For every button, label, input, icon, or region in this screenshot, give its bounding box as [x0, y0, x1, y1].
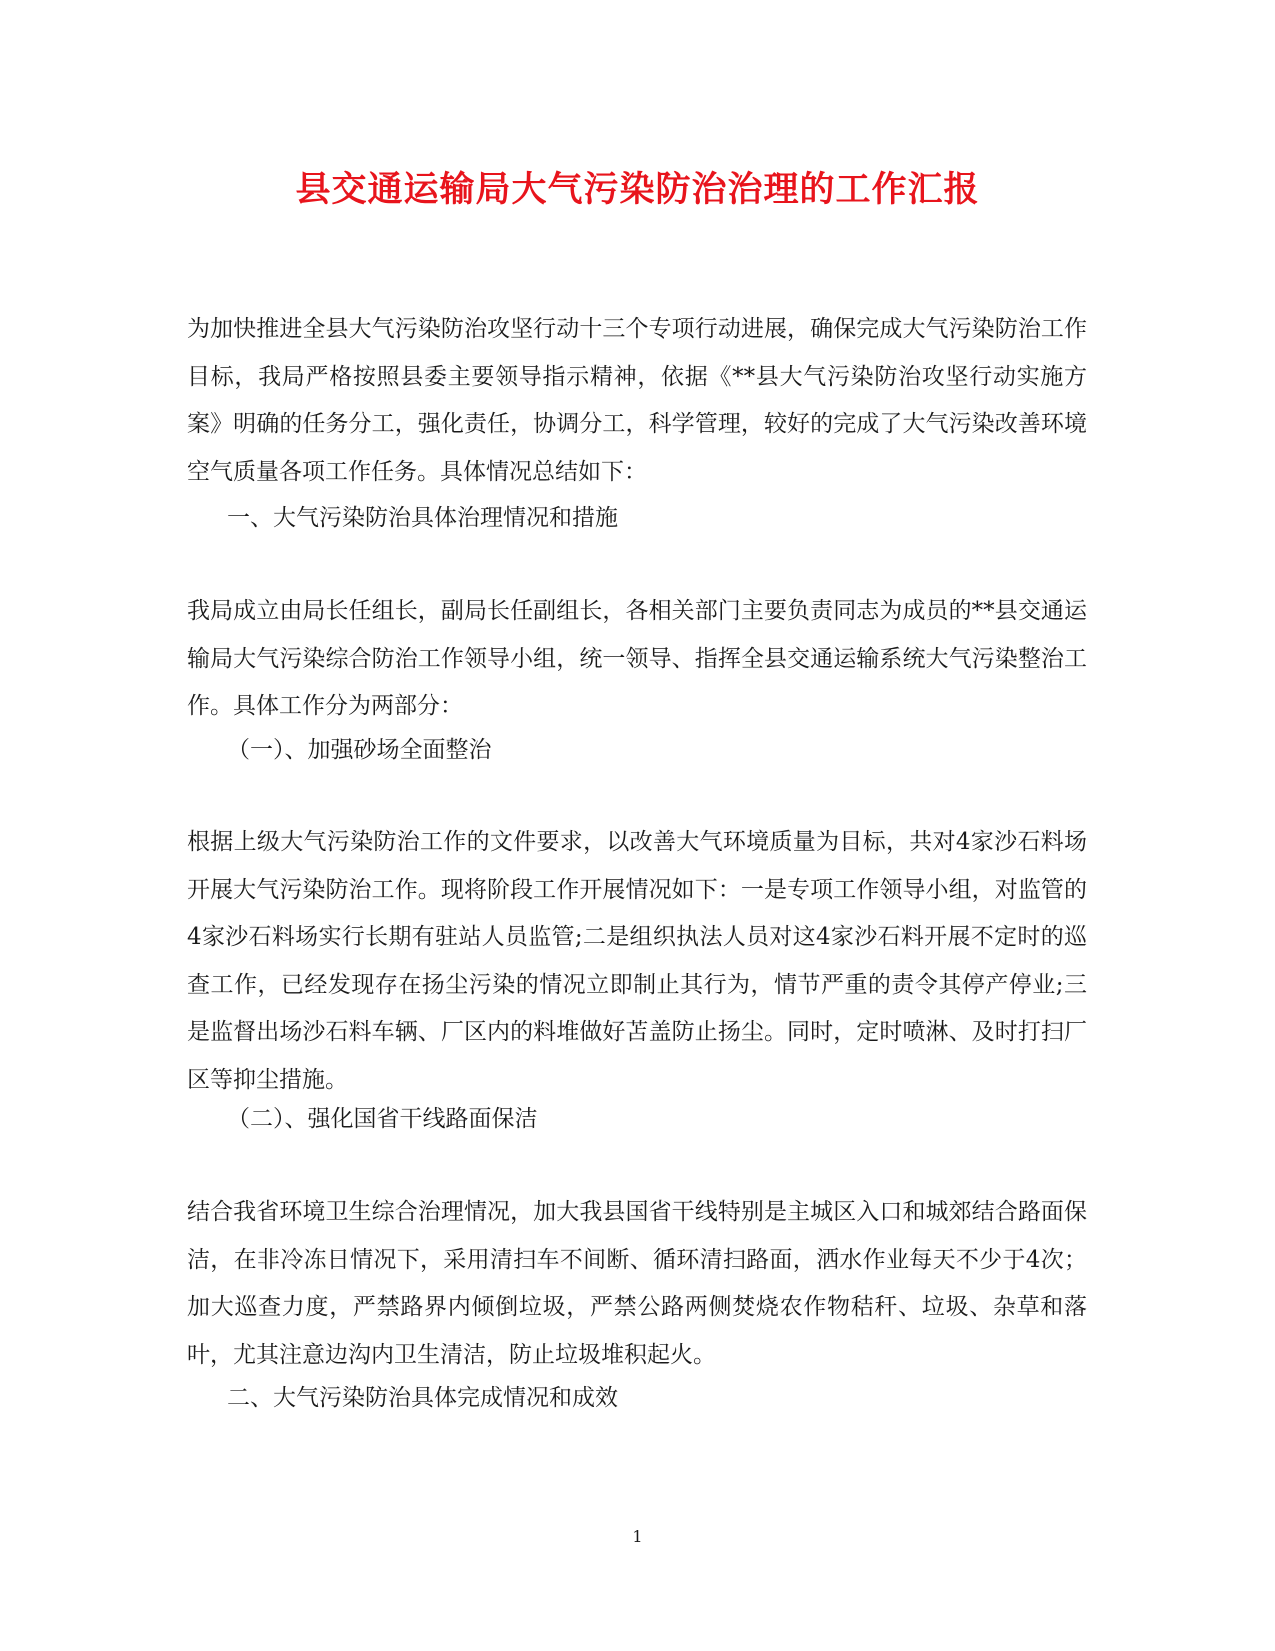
subsection-heading-1: （一）、加强砂场全面整治	[227, 737, 492, 763]
section-heading-1: 一、大气污染防治具体治理情况和措施	[227, 505, 618, 531]
paragraph-road-cleaning: 结合我省环境卫生综合治理情况，加大我县国省干线特别是主城区入口和城郊结合路面保洁，在非冷冻日情况下，采用清扫车不间断、循环清扫路面，洒水作业每天不少于4次；加大巡查力度，严禁路界内倾倒垃圾，严禁公路两侧焚烧农作物秸秆、垃圾、杂草和落叶，尤其注意边沟内卫生清洁，防止垃圾堆积起火。	[187, 1199, 1087, 1368]
paragraph-sand-yard: 根据上级大气污染防治工作的文件要求，以改善大气环境质量为目标，共对4家沙石料场开展大气污染防治工作。现将阶段工作开展情况如下：一是专项工作领导小组，对监管的4家沙石料场实行长期有驻站人员监管;二是组织执法人员对这4家沙石料开展不定时的巡查工作，已经发现存在扬尘污染的情况立即制止其行为，情节严重的责令其停产停业;三是监督出场沙石料车辆、厂区内的料堆做好苫盖防止扬尘。同时，定时喷淋、及时打扫厂区等抑尘措施。	[187, 829, 1087, 1093]
page-number: 1	[632, 1527, 643, 1546]
subsection-heading-2: （二）、强化国省干线路面保洁	[227, 1106, 538, 1132]
intro-paragraph: 为加快推进全县大气污染防治攻坚行动十三个专项行动进展，确保完成大气污染防治工作目标，我局严格按照县委主要领导指示精神，依据《**县大气污染防治攻坚行动实施方案》明确的任务分工，强化责任，协调分工，科学管理，较好的完成了大气污染改善环境空气质量各项工作任务。具体情况总结如下：	[187, 316, 1087, 485]
paragraph-leadership-group: 我局成立由局长任组长，副局长任副组长，各相关部门主要负责同志为成员的**县交通运输局大气污染综合防治工作领导小组，统一领导、指挥全县交通运输系统大气污染整治工作。具体工作分为两部分：	[187, 598, 1087, 719]
document-title: 县交通运输局大气污染防治治理的工作汇报	[295, 169, 980, 210]
section-heading-2: 二、大气污染防治具体完成情况和成效	[227, 1385, 618, 1411]
